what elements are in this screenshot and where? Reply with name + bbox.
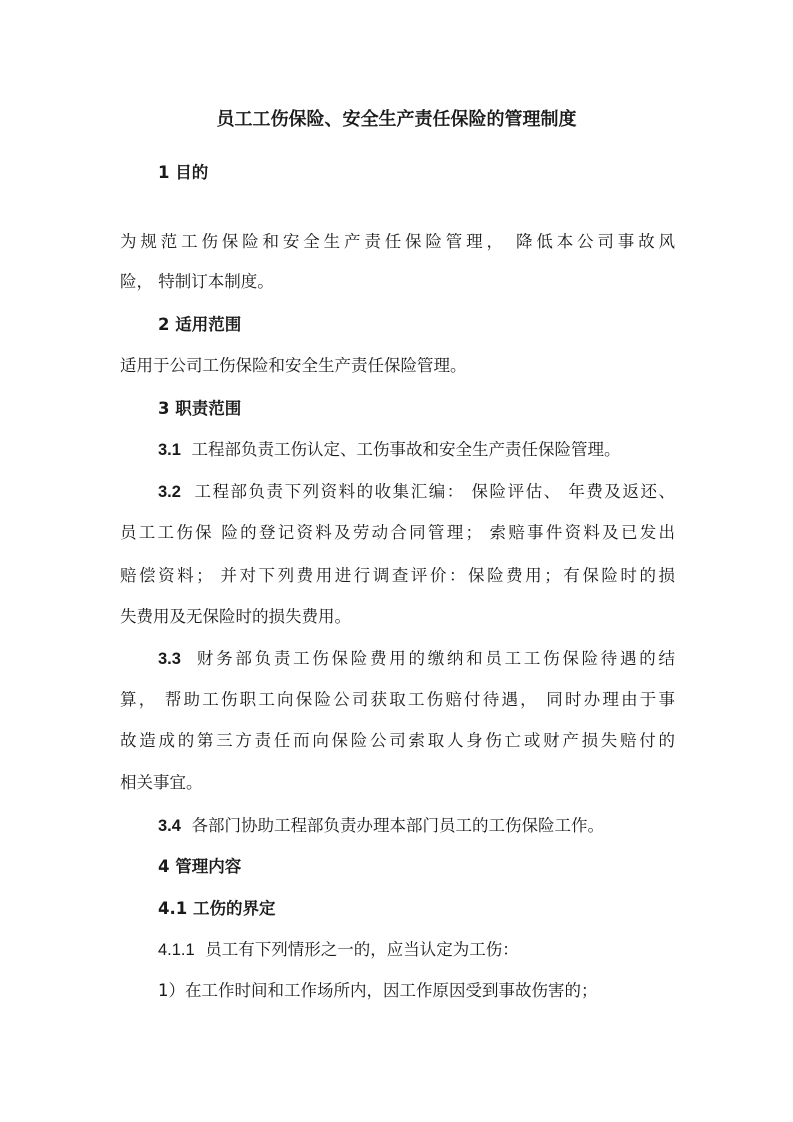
paragraph-line: 故造成的第三方责任而向保险公司索取人身伤亡或财产损失赔付的	[120, 731, 675, 750]
clause-3-1: 3.1 工程部负责工伤认定、工伤事故和安全生产责任保险管理。	[158, 440, 621, 459]
clause-3-2: 3.2 工程部负责下列资料的收集汇编： 保险评估、 年费及返还、	[158, 482, 675, 501]
paragraph-line: 失费用及无保险时的损失费用。	[120, 607, 351, 626]
page-title: 员工工伤保险、安全生产责任保险的管理制度	[216, 109, 577, 130]
paragraph-line: 为规范工伤保险和安全生产责任保险管理， 降低本公司事故风	[120, 232, 675, 251]
paragraph-line: 适用于公司工伤保险和安全生产责任保险管理。	[120, 356, 467, 375]
paragraph-line: 员工工伤保 险的登记资料及劳动合同管理； 索赔事件资料及已发出	[120, 523, 675, 542]
subsection-heading-4-1: 4.1 工伤的界定	[158, 899, 276, 918]
section-heading-4: 4 管理内容	[158, 857, 242, 876]
list-item: 1）在工作时间和工作场所内，因工作原因受到事故伤害的；	[158, 981, 598, 1000]
paragraph-line: 赔偿资料； 并对下列费用进行调查评价：保险费用；有保险时的损	[120, 566, 675, 585]
section-heading-1: 1 目的	[158, 163, 209, 182]
section-heading-3: 3 职责范围	[158, 399, 242, 418]
clause-3-3: 3.3 财务部负责工伤保险费用的缴纳和员工工伤保险待遇的结	[158, 649, 676, 668]
clause-3-4: 3.4 各部门协助工程部负责办理本部门员工的工伤保险工作。	[158, 816, 604, 835]
paragraph-line: 险， 特制订本制度。	[120, 272, 274, 291]
section-heading-2: 2 适用范围	[158, 315, 242, 334]
paragraph-line: 算， 帮助工伤职工向保险公司获取工伤赔付待遇， 同时办理由于事	[120, 690, 675, 709]
clause-4-1-1: 4.1.1 员工有下列情形之一的，应当认定为工伤：	[158, 940, 519, 959]
paragraph-line: 相关事宜。	[120, 773, 203, 792]
